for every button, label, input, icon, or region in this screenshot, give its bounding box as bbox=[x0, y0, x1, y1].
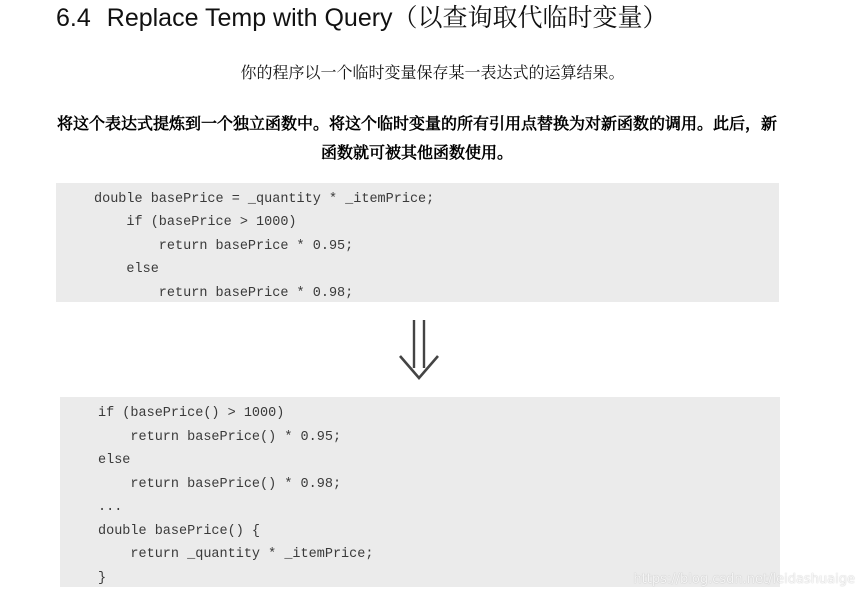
code-line: } bbox=[98, 570, 107, 586]
code-line: double basePrice = _quantity * _itemPrice; bbox=[94, 192, 435, 207]
code-line: return basePrice() * 0.95; bbox=[98, 429, 342, 445]
double-down-arrow-icon bbox=[396, 318, 442, 382]
summary-text: 你的程序以一个临时变量保存某一表达式的运算结果。 bbox=[240, 63, 625, 82]
code-after-block bbox=[60, 397, 780, 587]
watermark: https://blog.csdn.net/leidashuaige bbox=[633, 572, 855, 587]
code-line: else bbox=[94, 262, 159, 278]
code-before-block bbox=[56, 183, 779, 302]
code-line: else bbox=[98, 453, 131, 468]
code-line: if (basePrice() > 1000) bbox=[98, 406, 285, 421]
code-line: double basePrice() { bbox=[98, 523, 261, 539]
code-line: ... bbox=[98, 500, 123, 515]
code-line: return basePrice * 0.95; bbox=[94, 238, 354, 254]
code-line: return _quantity * _itemPrice; bbox=[98, 547, 374, 562]
section-title: Replace Temp with Query（以查询取代临时变量） bbox=[106, 4, 668, 32]
section-number: 6.4 bbox=[56, 4, 91, 32]
code-line: if (basePrice > 1000) bbox=[94, 215, 297, 231]
code-line: return basePrice() * 0.98; bbox=[98, 476, 342, 492]
code-line: return basePrice * 0.98; bbox=[94, 285, 354, 301]
mechanics-text: 将这个表达式提炼到一个独立函数中。将这个临时变量的所有引用点替换为对新函数的调用。此后，新函数就可被其他函数使用。 bbox=[56, 114, 777, 162]
section-heading bbox=[56, 2, 668, 34]
